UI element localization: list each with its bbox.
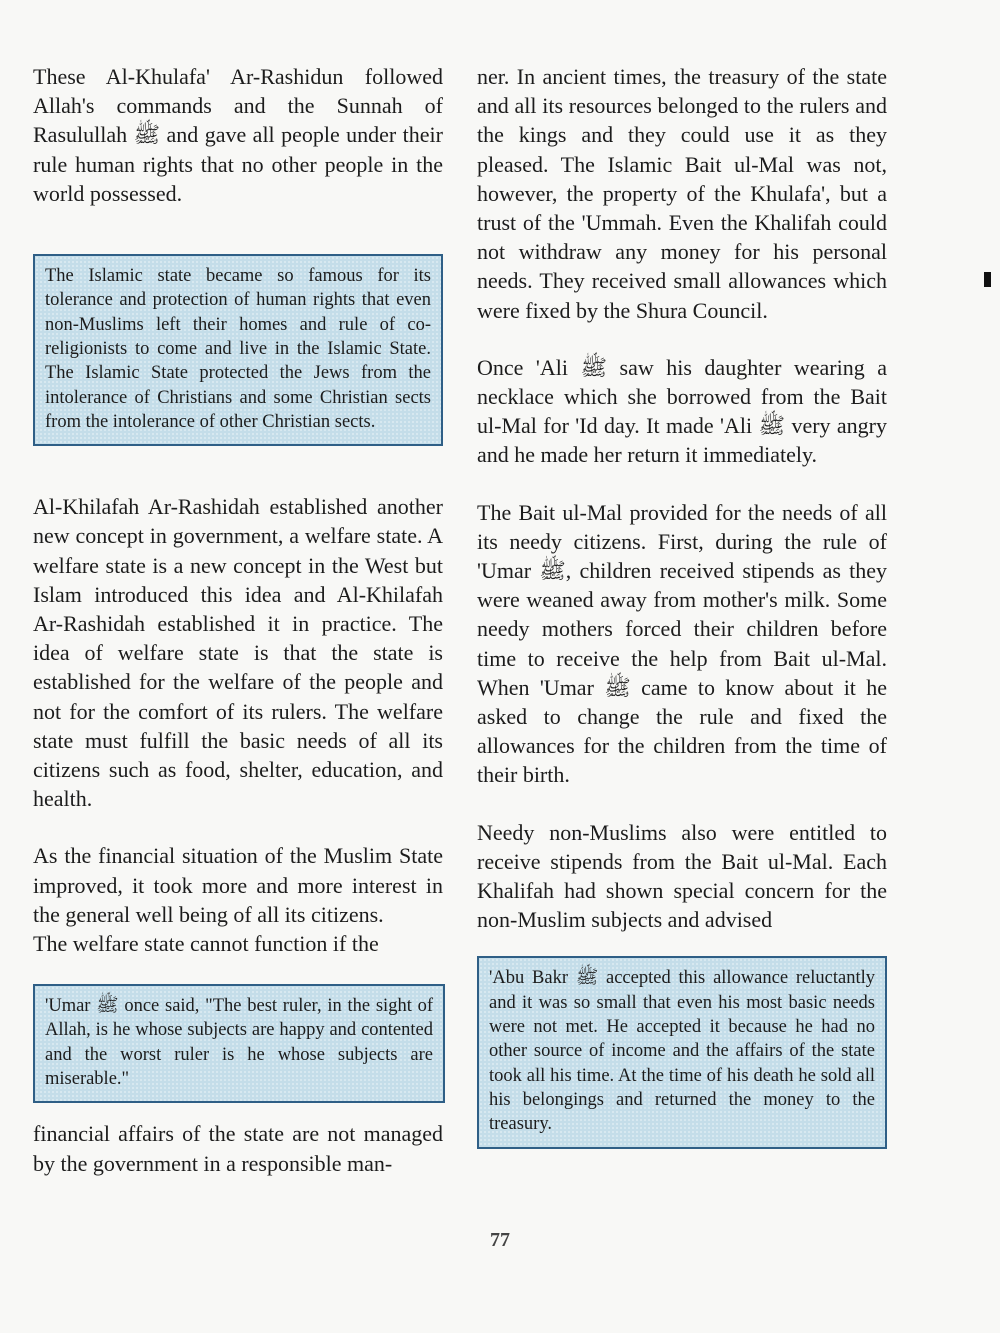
highlight-box bbox=[33, 254, 443, 446]
body-paragraph: Once 'Ali ﷺ saw his daughter wearing a necklace which she borrowed from the Bait ul-Mal for 'Id day. It made 'Ali ﷺ very angry and he made her return it immediately. bbox=[477, 354, 888, 468]
body-paragraph: These Al-Khulafa' Ar-Rashidun followed Allah's commands and the Sunnah of Rasulullah ﷺ and gave all people under their rule human rights that no other people in the world possessed. bbox=[33, 64, 443, 206]
page-number: 77 bbox=[490, 1229, 510, 1251]
highlight-box-text: The Islamic state became so famous for its tolerance and protection of human rights that even non-Muslims left their homes and rule of co-religionists to come and live in the Islamic State. The Islamic State protected the Jews from the intolerance of Christians and some Christian sects from the intolerance of other Christian sects. bbox=[45, 266, 431, 432]
body-paragraph: Needy non-Muslims also were entitled to receive stipends from the Bait ul-Mal. Each Khalifah had shown special concern for the non-Muslim subjects and advised bbox=[477, 819, 887, 933]
body-paragraph: The welfare state cannot function if the bbox=[33, 930, 379, 956]
highlight-box bbox=[477, 956, 887, 1148]
body-paragraph: The Bait ul-Mal provided for the needs of all its needy citizens. First, during the rule of 'Umar ﷺ, children received stipends as they were weaned away from mother's milk. Some needy mothers forced their children before time to receive the help from Bait ul-Mal. When 'Umar ﷺ came to know about it he asked to change the rule and fixed the allowances for the children from the time of their birth. bbox=[477, 499, 887, 788]
body-paragraph: ner. In ancient times, the treasury of the state and all its resources belonged to the rulers and the kings and they could use it as they pleased. The Islamic Bait ul-Mal was not, however, the property of the Khulafa', but a trust of the 'Ummah. Even the Khalifah could not withdraw any money for his personal needs. They received small allowances which were fixed by the Shura Council. bbox=[477, 64, 887, 323]
body-paragraph: As the financial situation of the Muslim State improved, it took more and more interest in the general well being of all its citizens. bbox=[33, 843, 443, 927]
quote-box-text: 'Umar ﷺ once said, "The best ruler, in the sight of Allah, is he whose subjects are happy and contented and the worst ruler is he whose subjects are miserable." bbox=[45, 996, 433, 1090]
highlight-box-text: 'Abu Bakr ﷺ accepted this allowance reluctantly and it was so small that even his most basic needs were not met. He accepted it because he had no other source of income and the affairs of the state took all his time. At the time of his death he sold all his belongings and returned the money to the treasury. bbox=[489, 968, 875, 1135]
body-paragraph: Al-Khilafah Ar-Rashidah established another new concept in government, a welfare state. A welfare state is a new concept in the West but Islam introduced this idea and Al-Khilafah Ar-Rashidah established it in practice. The idea of welfare state is that the state is established for the welfare of the people and not for the comfort of its rulers. The welfare state must fulfill the basic needs of all its citizens such as food, shelter, education, and health. bbox=[33, 494, 443, 812]
body-paragraph: financial affairs of the state are not managed by the government in a responsible man- bbox=[33, 1121, 443, 1176]
edge-mark bbox=[984, 272, 991, 287]
right-column bbox=[477, 62, 887, 1149]
left-column bbox=[33, 62, 443, 1178]
quote-box bbox=[33, 984, 445, 1103]
